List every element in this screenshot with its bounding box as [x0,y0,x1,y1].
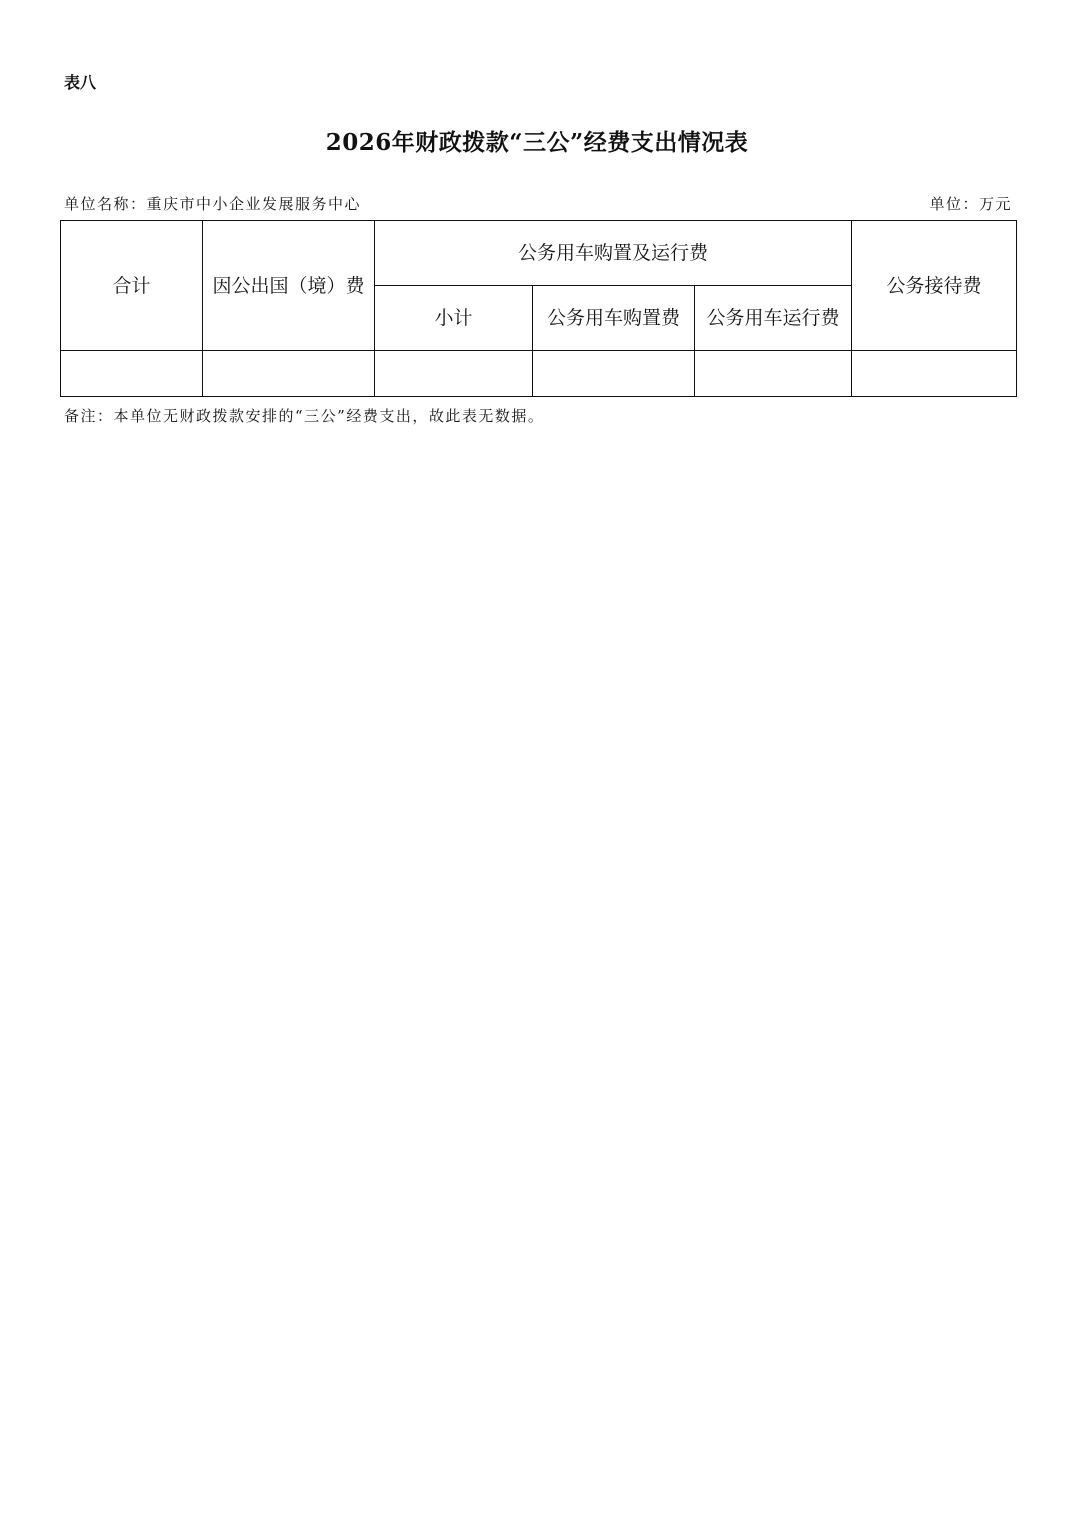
footnote: 备注：本单位无财政拨款安排的“三公”经费支出，故此表无数据。 [64,407,545,425]
unit-name-label: 单位名称：重庆市中小企业发展服务中心 [64,195,362,213]
cell-reception [852,351,1017,397]
header-vehicle-operation: 公务用车运行费 [695,286,852,351]
header-vehicle-purchase: 公务用车购置费 [533,286,695,351]
header-reception-expense: 公务接待费 [852,221,1017,351]
three-public-expense-table [60,220,1017,397]
header-row-1 [61,221,1017,286]
header-total: 合计 [61,221,203,351]
table-row [61,351,1017,397]
header-abroad-expense: 因公出国（境）费 [203,221,375,351]
cell-vehicle-operation [695,351,852,397]
header-vehicle-group: 公务用车购置及运行费 [375,221,852,286]
unit-measure-label: 单位：万元 [929,195,1012,213]
cell-abroad [203,351,375,397]
cell-total [61,351,203,397]
header-vehicle-subtotal: 小计 [375,286,533,351]
cell-vehicle-subtotal [375,351,533,397]
cell-vehicle-purchase [533,351,695,397]
table-number-label: 表八 [64,73,97,92]
page-title: 2026年财政拨款“三公”经费支出情况表 [325,129,749,156]
